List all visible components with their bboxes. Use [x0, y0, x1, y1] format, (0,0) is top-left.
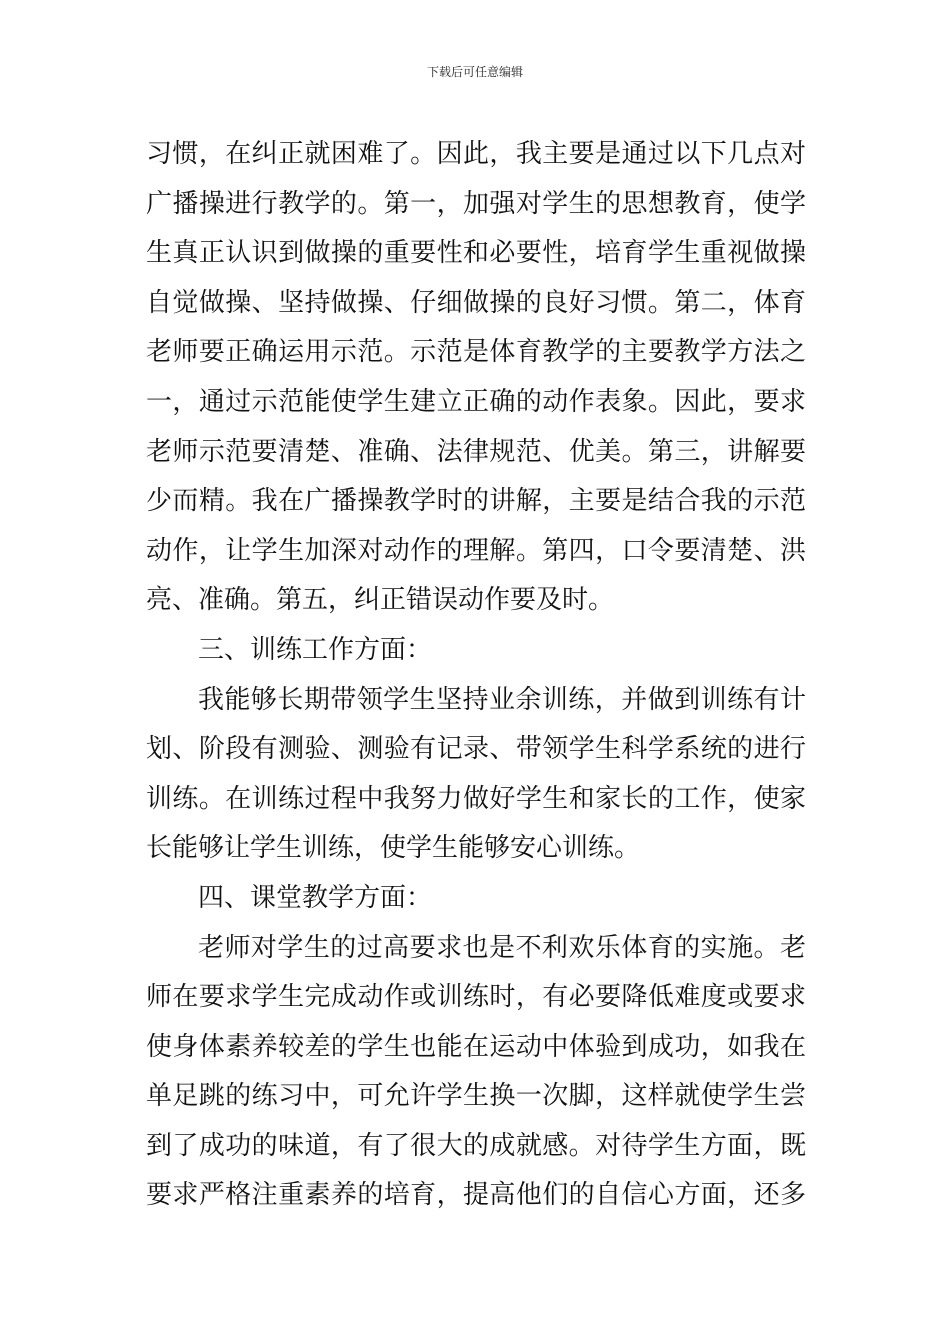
document-body — [146, 130, 806, 1221]
text-line: 一，通过示范能使学生建立正确的动作表象。因此，要求 — [146, 386, 806, 417]
text-line: 老师要正确运用示范。示范是体育教学的主要教学方法之 — [146, 337, 806, 368]
section-heading-classroom — [146, 874, 806, 924]
text-line: 老师对学生的过高要求也是不利欢乐体育的实施。老 — [198, 932, 806, 963]
section-heading: 四、课堂教学方面： — [198, 882, 433, 913]
paragraph-classroom — [146, 924, 806, 1222]
text-line: 动作，让学生加深对动作的理解。第四，口令要清楚、洪 — [146, 535, 806, 566]
text-line: 划、阶段有测验、测验有记录、带领学生科学系统的进行 — [146, 734, 806, 765]
paragraph-training — [146, 676, 806, 874]
text-line: 要求严格注重素养的培育，提高他们的自信心方面，还多 — [146, 1180, 806, 1211]
text-line: 生真正认识到做操的重要性和必要性，培育学生重视做操 — [146, 238, 806, 269]
text-line: 少而精。我在广播操教学时的讲解，主要是结合我的示范 — [146, 486, 806, 517]
text-line: 训练。在训练过程中我努力做好学生和家长的工作，使家 — [146, 783, 806, 814]
page-header: 下载后可任意编辑 — [426, 65, 523, 79]
text-line: 广播操进行教学的。第一，加强对学生的思想教育，使学 — [146, 188, 806, 219]
text-line: 师在要求学生完成动作或训练时，有必要降低难度或要求 — [146, 982, 806, 1013]
section-heading-training — [146, 626, 806, 676]
text-line: 单足跳的练习中，可允许学生换一次脚，这样就使学生尝 — [146, 1081, 806, 1112]
text-line: 老师示范要清楚、准确、法律规范、优美。第三，讲解要 — [146, 436, 806, 467]
section-heading: 三、训练工作方面： — [198, 634, 433, 665]
text-line: 长能够让学生训练，使学生能够安心训练。 — [146, 833, 641, 864]
paragraph-teaching-methods — [146, 130, 806, 626]
text-line: 习惯，在纠正就困难了。因此，我主要是通过以下几点对 — [146, 139, 806, 169]
text-line: 到了成功的味道，有了很大的成就感。对待学生方面，既 — [146, 1130, 806, 1161]
text-line: 我能够长期带领学生坚持业余训练，并做到训练有计 — [198, 684, 806, 715]
text-line: 亮、准确。第五，纠正错误动作要及时。 — [146, 585, 615, 616]
text-line: 自觉做操、坚持做操、仔细做操的良好习惯。第二，体育 — [146, 287, 806, 318]
text-line: 使身体素养较差的学生也能在运动中体验到成功，如我在 — [146, 1031, 806, 1062]
